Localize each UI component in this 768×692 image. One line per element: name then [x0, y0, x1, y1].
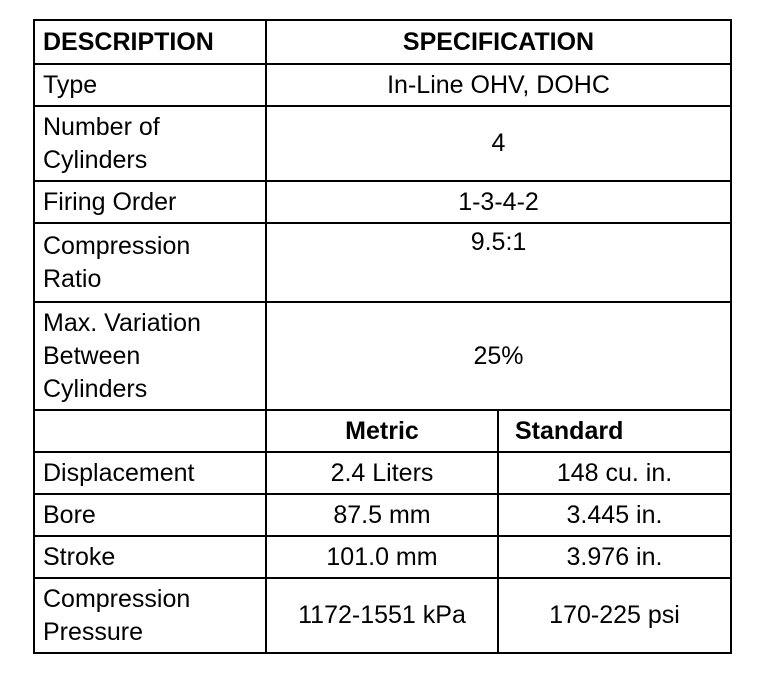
table-row — [34, 578, 731, 653]
spec-value-compression-ratio: 9.5:1 — [266, 223, 731, 302]
spec-label-cylinders: Number of Cylinders — [34, 106, 266, 181]
unit-header-blank — [34, 410, 266, 452]
metric-value-compression-pressure: 1172-1551 kPa — [266, 578, 498, 653]
metric-header: Metric — [266, 410, 498, 452]
table-row — [34, 64, 731, 106]
spec-value-cylinders: 4 — [266, 106, 731, 181]
unit-header-row — [34, 410, 731, 452]
table-row — [34, 223, 731, 302]
standard-value-displacement: 148 cu. in. — [498, 452, 731, 494]
table-row — [34, 181, 731, 223]
table-row — [34, 494, 731, 536]
spec-label-type: Type — [34, 64, 266, 106]
spec-label-stroke: Stroke — [34, 536, 266, 578]
spec-value-type: In-Line OHV, DOHC — [266, 64, 731, 106]
spec-label-compression-pressure: Compression Pressure — [34, 578, 266, 653]
standard-value-compression-pressure: 170-225 psi — [498, 578, 731, 653]
table-row — [34, 536, 731, 578]
metric-value-bore: 87.5 mm — [266, 494, 498, 536]
spec-label-displacement: Displacement — [34, 452, 266, 494]
metric-value-displacement: 2.4 Liters — [266, 452, 498, 494]
metric-value-stroke: 101.0 mm — [266, 536, 498, 578]
table-header-row — [34, 20, 731, 64]
spec-label-compression-ratio: Compression Ratio — [34, 223, 266, 302]
spec-value-max-variation: 25% — [266, 302, 731, 410]
spec-label-bore: Bore — [34, 494, 266, 536]
standard-header: Standard — [498, 410, 731, 452]
table-row — [34, 452, 731, 494]
spec-label-firing-order: Firing Order — [34, 181, 266, 223]
standard-value-bore: 3.445 in. — [498, 494, 731, 536]
engine-spec-table — [33, 19, 732, 654]
table-row — [34, 302, 731, 410]
description-header: DESCRIPTION — [34, 20, 266, 64]
table-row — [34, 106, 731, 181]
standard-value-stroke: 3.976 in. — [498, 536, 731, 578]
specification-header: SPECIFICATION — [266, 20, 731, 64]
spec-label-max-variation: Max. Variation Between Cylinders — [34, 302, 266, 410]
spec-value-firing-order: 1-3-4-2 — [266, 181, 731, 223]
